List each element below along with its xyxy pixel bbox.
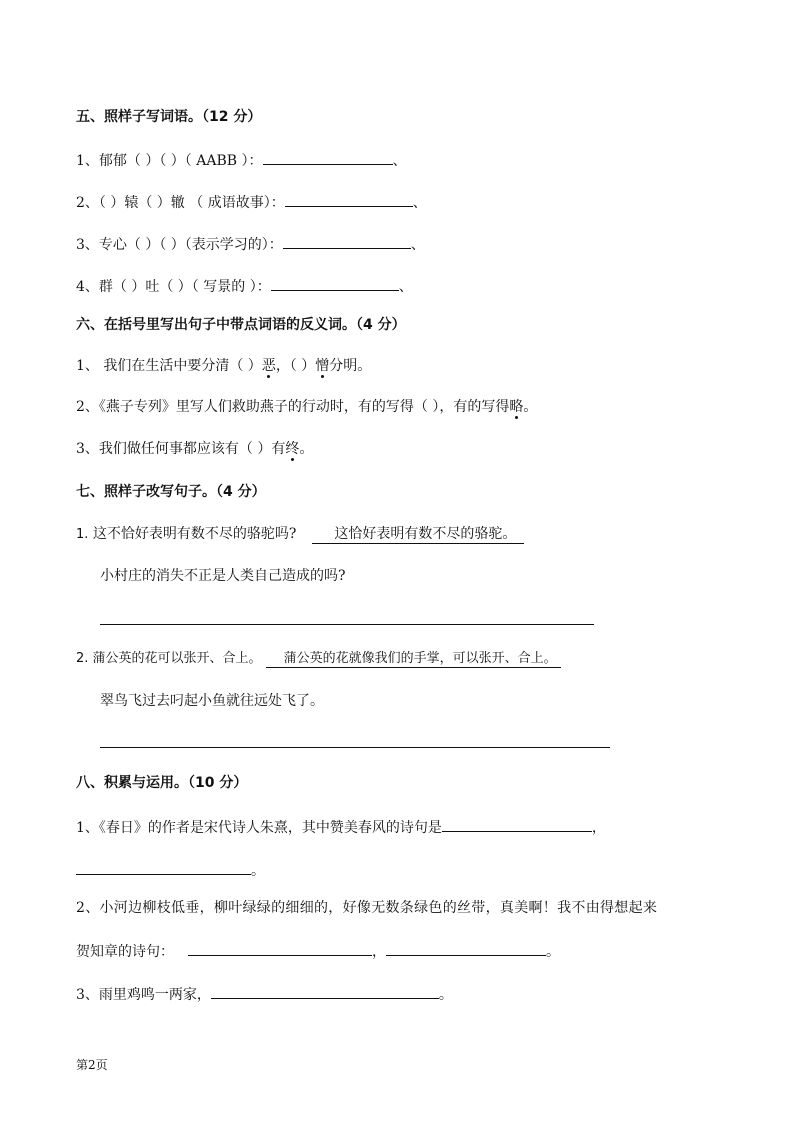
ex1-answer: 这恰好表明有数不尽的骆驼。 bbox=[312, 526, 524, 544]
answer-blank[interactable] bbox=[285, 192, 413, 207]
page-number: 第2页 bbox=[76, 1058, 108, 1072]
s7-example-1 bbox=[76, 525, 524, 544]
s5-q1-text: 1、郁郁（ ）（ ）（ AABB ）： bbox=[76, 153, 263, 169]
answer-blank[interactable] bbox=[283, 234, 411, 249]
s5-question-3 bbox=[76, 234, 425, 254]
period: 。 bbox=[546, 944, 560, 960]
s6-question-2 bbox=[76, 398, 537, 416]
s8-question-3 bbox=[76, 984, 453, 1004]
s8-q3-text: 3、雨里鸡鸣一两家， bbox=[76, 987, 211, 1003]
period: 。 bbox=[251, 863, 265, 879]
s8-q2-text-b: 贺知章的诗句： bbox=[76, 944, 174, 960]
answer-blank[interactable] bbox=[442, 817, 592, 832]
s8-q1-text: 1、《春日》的作者是宋代诗人朱熹，其中赞美春风的诗句是 bbox=[76, 820, 442, 836]
answer-line[interactable] bbox=[100, 747, 610, 748]
s5-q4-text: 4、群（ ）吐（ ）（ 写景的 ）： bbox=[76, 279, 271, 295]
ex1-question: 这不恰好表明有数不尽的骆驼吗? bbox=[92, 526, 297, 542]
s7-task-2: 翠鸟飞过去叼起小鱼就往远处飞了。 bbox=[100, 693, 324, 709]
separator: 、 bbox=[398, 279, 413, 295]
s5-question-4 bbox=[76, 276, 413, 296]
comma: ， bbox=[372, 944, 386, 960]
answer-blank[interactable] bbox=[271, 276, 399, 291]
answer-blank[interactable] bbox=[263, 150, 393, 165]
section-6-title: 六、在括号里写出句子中带点词语的反义词。（4 分） bbox=[76, 317, 406, 333]
separator: 、 bbox=[412, 195, 427, 211]
dotted-word-zeng: 憎 bbox=[315, 358, 330, 374]
answer-blank[interactable] bbox=[188, 941, 372, 956]
s5-q2-text: 2、（ ）辕（ ）辙 （ 成语故事）： bbox=[76, 195, 285, 211]
dotted-word-zhong: 终 bbox=[285, 441, 300, 457]
s6-q1-text-c: 分明。 bbox=[329, 358, 372, 374]
separator: 、 bbox=[410, 237, 425, 253]
s6-q2-text-a: 2、《燕子专列》里写人们救助燕子的行动时，有的写得（ ），有的写得 bbox=[76, 399, 510, 415]
dotted-word-lue: 略 bbox=[509, 399, 524, 415]
separator: 、 bbox=[392, 153, 407, 169]
s6-q1-text-b: ，（ ） bbox=[275, 358, 316, 374]
period: 。 bbox=[438, 987, 453, 1003]
s8-question-1 bbox=[76, 817, 606, 837]
s6-question-3 bbox=[76, 440, 313, 458]
ex1-number: 1. bbox=[76, 527, 89, 542]
answer-blank[interactable] bbox=[211, 984, 439, 999]
answer-blank[interactable] bbox=[386, 941, 546, 956]
s6-question-1 bbox=[76, 357, 371, 375]
s5-q3-text: 3、专心（ ）（ ）（表示学习的）： bbox=[76, 237, 283, 253]
s6-q1-text-a: 1、 我们在生活中要分清（ ） bbox=[76, 358, 262, 374]
s8-question-1-cont bbox=[76, 860, 265, 880]
section-7-title: 七、照样子改写句子。（4 分） bbox=[76, 484, 266, 500]
s6-q2-text-b: 。 bbox=[523, 399, 538, 415]
comma: ， bbox=[591, 820, 606, 836]
s7-example-2 bbox=[76, 650, 561, 668]
s8-question-2-cont bbox=[76, 941, 560, 961]
ex2-number: 2. bbox=[76, 651, 89, 666]
s5-question-2 bbox=[76, 192, 427, 212]
answer-line[interactable] bbox=[100, 624, 594, 625]
ex2-question: 蒲公英的花可以张开、合上。 bbox=[92, 651, 262, 666]
section-5-title: 五、照样子写词语。（12 分） bbox=[76, 109, 262, 125]
s6-q3-text-b: 。 bbox=[299, 441, 314, 457]
answer-blank[interactable] bbox=[76, 860, 251, 875]
section-8-title: 八、积累与运用。（10 分） bbox=[76, 775, 248, 791]
s7-task-1: 小村庄的消失不正是人类自己造成的吗? bbox=[100, 568, 346, 584]
s5-question-1 bbox=[76, 150, 407, 170]
s6-q3-text-a: 3、我们做任何事都应该有（ ）有 bbox=[76, 441, 286, 457]
dotted-word-e: 恶 bbox=[261, 358, 276, 374]
ex2-answer: 蒲公英的花就像我们的手掌，可以张开、合上。 bbox=[266, 651, 561, 668]
s8-question-2: 2、小河边柳枝低垂，柳叶绿绿的细细的，好像无数条绿色的丝带，真美啊！我不由得想起来 bbox=[76, 900, 658, 916]
